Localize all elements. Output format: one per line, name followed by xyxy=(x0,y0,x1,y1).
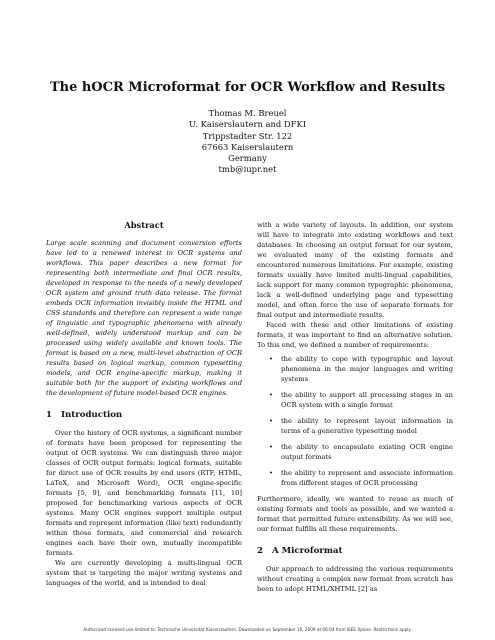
bullet-icon: • xyxy=(269,417,273,425)
license-footer: Authorized licensed use limited to: Technische Universitat Kaiserslautern. Downloaded on September 10, 2009 at 06:04 from IEEE Xplore. Restrictions apply. xyxy=(83,627,412,632)
list-item: • the ability to cope with typographic and layout phenomena in the major languages and writing systems xyxy=(269,355,453,383)
requirements-list xyxy=(257,354,453,488)
intro-paragraph: Over the history of OCR systems, a significant number of formats have been proposed for representing the output of OCR systems. We can distinguish three major classes of OCR output formats: logical formats, suitable for direct use of OCR results by end users (RTF, HTML, LaTeX, and Microsoft Word), OCR engine-specific formats [5, 9], and benchmarking formats [11, 10] proposed for benchmarking various aspects of OCR systems. Many OCR engines support multiple output formats and represent information (like text) redundantly within those formats, and commercial and research engines each have their own, mutually incompatible formats. xyxy=(46,429,242,557)
author-country: Germany xyxy=(228,153,267,164)
bullet-icon: • xyxy=(269,469,273,477)
abstract-text: Large scale scanning and document conversion efforts have led to a renewed interest in OCR systems and workflows. This paper describes a new format for representing both intermediate and final OCR results, developed in response to the needs of a newly developed OCR system and ground truth data release. The format embeds OCR information invisibly inside the HTML and CSS standards and therefore can represent a wide range of linguistic and typographic phenomena with already well-defined, widely understood markup and can be processed using widely available and known tools. The format is based on a new, multi-level abstraction of OCR results based on logical markup, common typesetting models, and OCR engine-specific markup, making it suitable both for the support of existing workflows and the development of future model-based OCR engines. xyxy=(46,239,242,397)
author-block xyxy=(0,108,495,176)
author-city: 67663 Kaiserslautern xyxy=(201,141,294,152)
intro-paragraph: We are currently developing a multi-lingual OCR system that is targeting the major writing systems and languages of the world, and is intended to deal xyxy=(46,559,242,587)
list-item: • the ability to encapsulate existing OCR engine output formats xyxy=(269,443,453,461)
bullet-icon: • xyxy=(269,355,273,363)
section-number: 2 xyxy=(257,546,263,556)
bullet-icon: • xyxy=(269,443,273,451)
author-affiliation: U. Kaiserslautern and DFKI xyxy=(188,119,307,130)
section-number: 1 xyxy=(46,410,52,420)
author-name: Thomas M. Breuel xyxy=(208,108,287,118)
abstract-heading: Abstract xyxy=(124,220,164,230)
section-heading-microformat xyxy=(257,546,453,556)
intro-paragraph: Faced with these and other limitations of existing formats, it was important to find an alternative solution. To this end, we defined a number of requirements: xyxy=(257,321,453,349)
author-email: tmb@iupr.net xyxy=(218,164,277,175)
intro-paragraph: Furthermore, ideally, we wanted to reuse as much of existing formats and tools as possible, and we wanted a format that permitted future extensibility. As we will see, our format fulfills all these requirements. xyxy=(257,495,453,533)
section-title: A Microformat xyxy=(271,546,343,556)
left-column xyxy=(46,220,242,588)
list-item: • the ability to support all processing stages in an OCR system with a single format xyxy=(269,391,453,409)
list-item: • the ability to represent layout information in terms of a generative typesetting model xyxy=(269,417,453,435)
microformat-paragraph: Our approach to addressing the various requirements without creating a complex new format from scratch has been to adopt HTML/XHTML [2] as xyxy=(257,565,453,593)
right-column xyxy=(257,220,453,594)
author-street: Trippstadter Str. 122 xyxy=(202,130,293,141)
bullet-icon: • xyxy=(269,391,273,399)
paper-title: The hOCR Microformat for OCR Workflow and Results xyxy=(49,80,446,95)
section-title: Introduction xyxy=(60,410,123,420)
section-heading-introduction xyxy=(46,410,242,420)
intro-continuation: with a wide variety of layouts. In addition, our system will have to integrate into existing workflows and text databases. In choosing an output format for our system, we evaluated many of the existing formats and encountered numerous limitations. For example, existing formats usually have limited multi-lingual capabilities, lack support for many common typographic phenomena, lack a well-defined underlying page and typesetting model, and often force the use of separate formats for final output and intermediate results. xyxy=(257,221,453,319)
list-item: • the ability to represent and associate information from different stages of OCR processing xyxy=(269,469,453,487)
